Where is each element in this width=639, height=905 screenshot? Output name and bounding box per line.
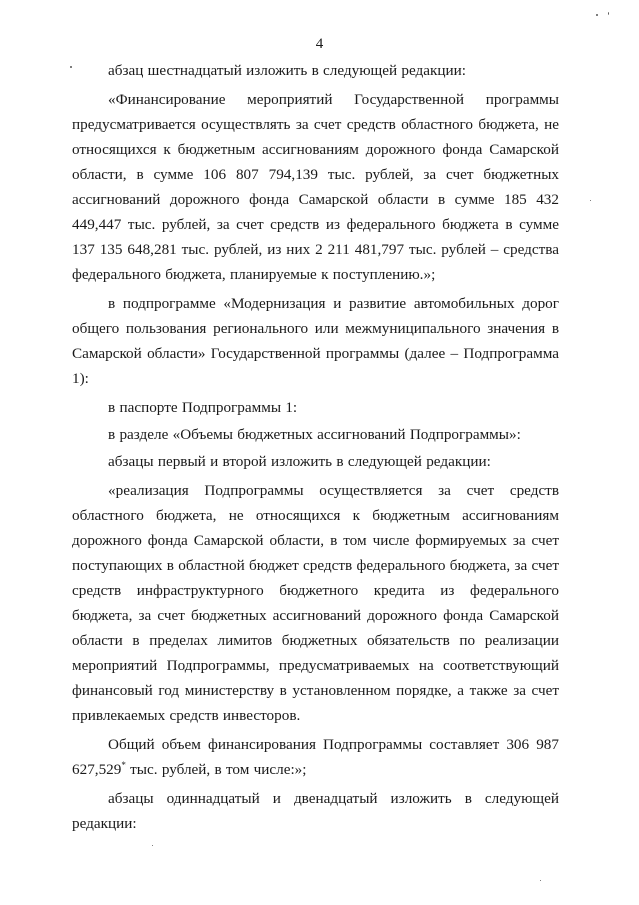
footnote-mark: * <box>121 759 126 770</box>
total-volume-text: Общий объем финансирования Подпрограммы составляет 306 987 627,529 <box>72 736 559 778</box>
paragraph-instruction-1-2: абзацы первый и второй изложить в следующей редакции: <box>108 453 491 470</box>
document-body <box>72 58 559 840</box>
scan-speck <box>152 845 153 846</box>
paragraph-financing-program: «Финансирование мероприятий Государственной программы предусматривается осуществлять за счет средств областного бюджета, не относящихся к бюджетным ассигнованиям дорожного фонда Самарской области, в сумме 106 807 794,139 тыс. рублей, за счет бюджетных ассигнований дорожного фонда Самарской области в сумме 185 432 449,447 тыс. рублей, за счет средств из федерального бюджета в сумме 137 135 648,281 тыс. рублей, из них 2 211 481,797 тыс. рублей – средства федерального бюджета, планируемые к поступлению.»; <box>72 91 559 283</box>
paragraph-instruction-11-12: абзацы одиннадцатый и двенадцатый изложить в следующей редакции: <box>72 790 559 832</box>
scan-speck <box>608 12 609 15</box>
total-volume-tail: тыс. рублей, в том числе:»; <box>125 761 307 778</box>
paragraph-subprogram-1: в подпрограмме «Модернизация и развитие автомобильных дорог общего пользования регионального или межмуниципального значения в Самарской области» Государственной программы (далее – Подпрограмма 1): <box>72 295 559 387</box>
page-number: 4 <box>315 36 324 52</box>
scan-speck <box>70 66 72 68</box>
scan-speck <box>540 880 541 881</box>
paragraph-total-volume <box>72 732 559 782</box>
paragraph-passport: в паспорте Подпрограммы 1: <box>108 399 298 416</box>
paragraph-instruction-16: абзац шестнадцатый изложить в следующей редакции: <box>108 62 467 79</box>
scan-speck <box>596 14 598 16</box>
paragraph-implementation: «реализация Подпрограммы осуществляется за счет средств областного бюджета, не относящихся к бюджетным ассигнованиям дорожного фонда Самарской области, в том числе формируемых за счет поступающих в областной бюджет средств федерального бюджета, за счет средств инфраструктурного бюджетного кредита из федерального бюджета, за счет бюджетных ассигнований дорожного фонда Самарской области в пределах лимитов бюджетных обязательств по реализации мероприятий Подпрограммы, предусматриваемых на соответствующий финансовый год министерству в установленном порядке, а также за счет привлекаемых средств инвесторов. <box>72 482 559 724</box>
paragraph-section-budget: в разделе «Объемы бюджетных ассигнований Подпрограммы»: <box>108 426 521 443</box>
scan-speck <box>590 200 591 201</box>
